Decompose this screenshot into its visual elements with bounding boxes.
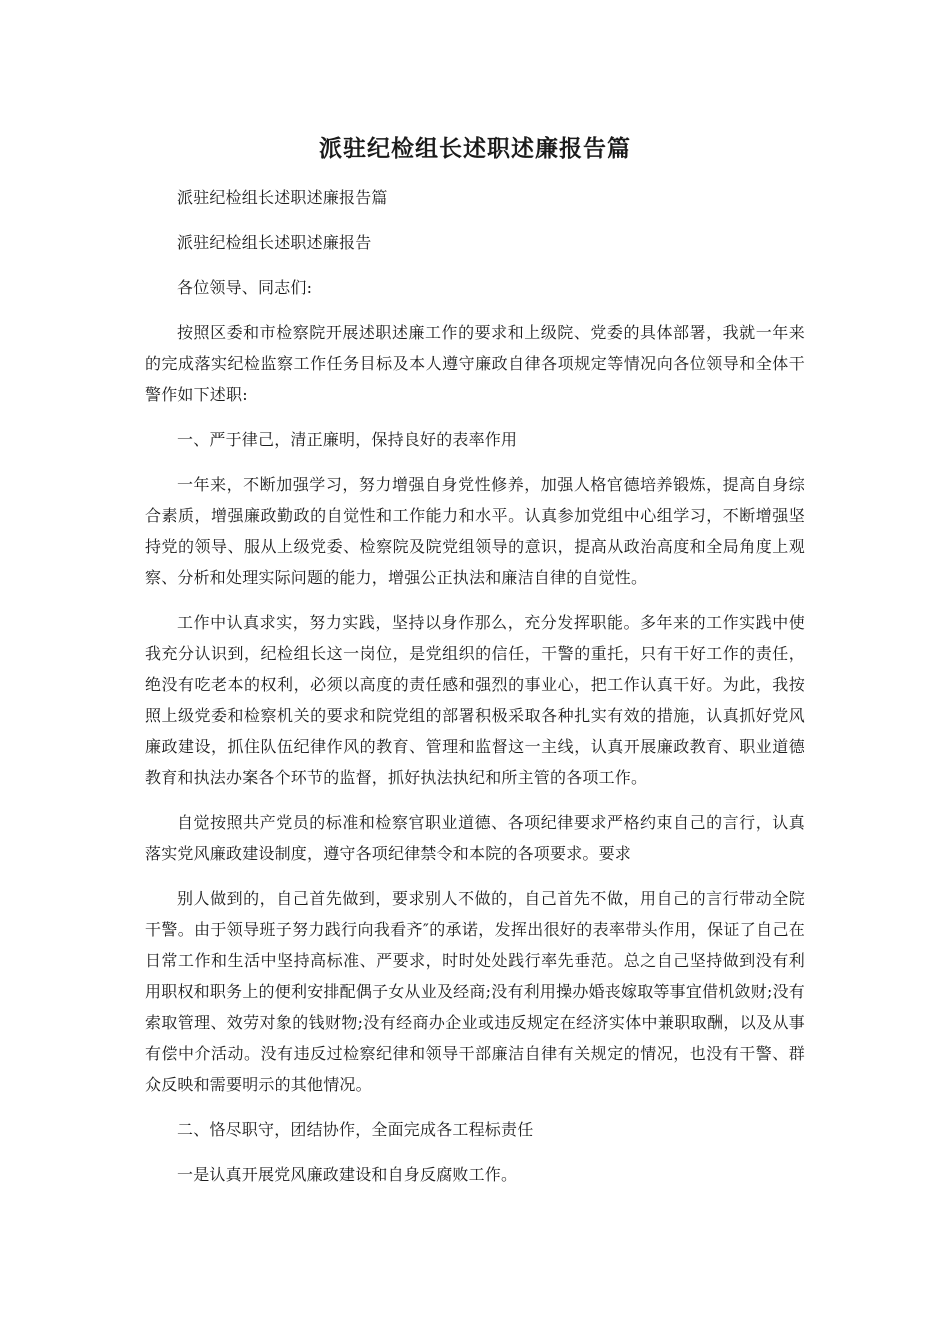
document-body xyxy=(145,182,805,1204)
paragraph-salutation: 各位领导、同志们: xyxy=(177,278,313,297)
section-heading-1: 一、严于律己，清正廉明，保持良好的表率作用 xyxy=(177,430,518,449)
paragraph-example: 别人做到的，自己首先做到，要求别人不做的，自己首先不做，用自己的言行带动全院干警。由于领导班子努力践行向我看齐″的承诺，发挥出很好的表率带头作用，保证了自己在日常工作和生活中坚持高标准、严要求，时时处处践行率先垂范。总之自己坚持做到没有利用职权和职务上的便利安排配偶子女从业及经商;没有利用操办婚丧嫁取等事宜借机敛财;没有索取管理、效劳对象的钱财物;没有经商办企业或违反规定在经济实体中兼职取酬，以及从事有偿中介活动。没有违反过检察纪律和领导干部廉洁自律有关规定的情况，也没有干警、群众反映和需要明示的其他情况。 xyxy=(145,889,805,1094)
paragraph-subtitle: 派驻纪检组长述职述廉报告篇 xyxy=(177,188,388,207)
section-heading-2: 二、恪尽职守，团结协作，全面完成各工程标责任 xyxy=(177,1120,534,1139)
paragraph-discipline: 自觉按照共产党员的标准和检察官职业道德、各项纪律要求严格约束自己的言行，认真落实党风廉政建设制度，遵守各项纪律禁令和本院的各项要求。要求 xyxy=(145,813,805,863)
paragraph-study: 一年来，不断加强学习，努力增强自身党性修养，加强人格官德培养锻炼，提高自身综合素质，增强廉政勤政的自觉性和工作能力和水平。认真参加党组中心组学习，不断增强坚持党的领导、服从上级党委、检察院及院党组领导的意识，提高从政治高度和全局角度上观察、分析和处理实际问题的能力，增强公正执法和廉洁自律的自觉性。 xyxy=(145,475,805,587)
paragraph-practice: 工作中认真求实，努力实践，坚持以身作那么，充分发挥职能。多年来的工作实践中使我充分认识到，纪检组长这一岗位，是党组织的信任，干警的重托，只有干好工作的责任，绝没有吃老本的权利，必须以高度的责任感和强烈的事业心，把工作认真干好。为此，我按照上级党委和检察机关的要求和院党组的部署积极采取各种扎实有效的措施，认真抓好党风廉政建设，抓住队伍纪律作风的教育、管理和监督这一主线，认真开展廉政教育、职业道德教育和执法办案各个环节的监督，抓好执法执纪和所主管的各项工作。 xyxy=(145,613,805,787)
paragraph-point-1: 一是认真开展党风廉政建设和自身反腐败工作。 xyxy=(177,1165,518,1184)
paragraph-intro: 按照区委和市检察院开展述职述廉工作的要求和上级院、党委的具体部署，我就一年来的完成落实纪检监察工作任务目标及本人遵守廉政自律各项规定等情况向各位领导和全体干警作如下述职: xyxy=(145,323,805,404)
paragraph-report-name: 派驻纪检组长述职述廉报告 xyxy=(177,233,372,252)
document-title: 派驻纪检组长述职述廉报告篇 xyxy=(319,136,631,162)
